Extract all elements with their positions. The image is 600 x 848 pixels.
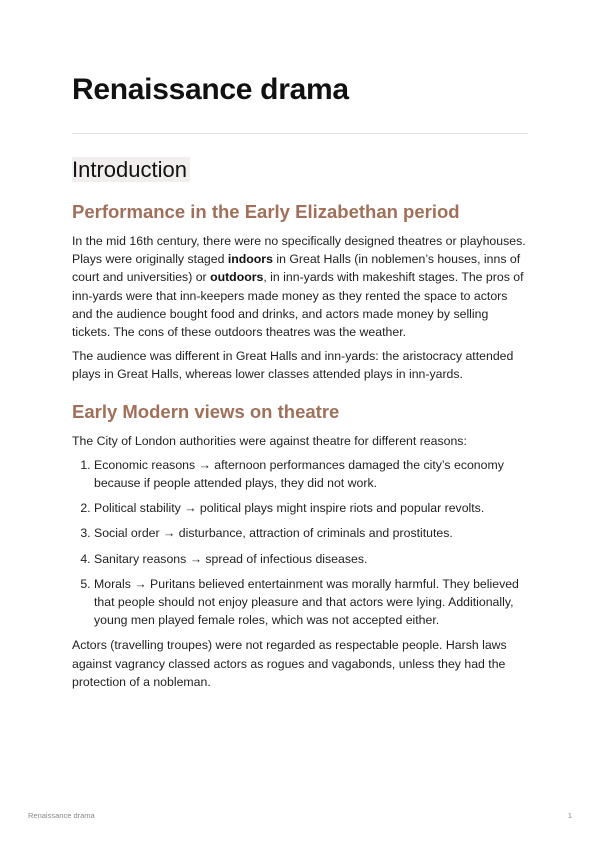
document-body (72, 198, 528, 697)
list-item: 4. Sanitary reasons → spread of infectious diseases. (94, 550, 528, 568)
text-run: in Great Halls (in noblemen’s houses, inns of court and universities) or (72, 252, 521, 285)
reasons-list (72, 456, 528, 630)
list-item: 5. Morals → Puritans believed entertainment was morally harmful. They believed that people should not enjoy pleasure and that actors were lying. Additionally, young men played female roles, which was not accepted either. (94, 575, 528, 630)
footer-document-title: Renaissance drama (28, 811, 95, 820)
page-title: Renaissance drama (72, 73, 349, 106)
paragraph-views-intro: The City of London authorities were against theatre for different reasons: (72, 433, 467, 448)
footer-page-number: 1 (567, 811, 572, 820)
text-run: In the mid 16th century, there were no specifically designed theatres or playhouses. Plays were originally staged (72, 234, 526, 267)
subheading-views: Early Modern views on theatre (72, 400, 340, 422)
text-run: , in inn-yards with makeshift stages. The pros of inn-yards were that inn-keepers made money as they rented the space to actors and the audience bought food and drinks, and actors made money by selling tickets. The cons of these outdoors theatres was the weather. (72, 270, 524, 340)
list-item: 1. Economic reasons → afternoon performances damaged the city’s economy because if people attended plays, they did not work. (94, 456, 528, 492)
section-heading-introduction (72, 155, 190, 185)
bold-outdoors: outdoors (210, 270, 264, 285)
subheading-performance: Performance in the Early Elizabethan period (72, 201, 460, 222)
bold-indoors: indoors (227, 252, 273, 267)
paragraph-performance-1 (72, 232, 528, 341)
title-divider (72, 133, 528, 134)
section-heading-text: Introduction (72, 157, 190, 182)
list-item: 2. Political stability → political plays might inspire riots and popular revolts. (94, 499, 528, 517)
list-item: 3. Social order → disturbance, attraction of criminals and prostitutes. (94, 524, 528, 542)
paragraph-performance-2: The audience was different in Great Halls and inn-yards: the aristocracy attended plays in Great Halls, whereas lower classes attended plays in inn-yards. (72, 349, 514, 382)
paragraph-views-closing: Actors (travelling troupes) were not regarded as respectable people. Harsh laws against vagrancy classed actors as rogues and vagabonds, unless they had the protection of a nobleman. (72, 638, 507, 689)
